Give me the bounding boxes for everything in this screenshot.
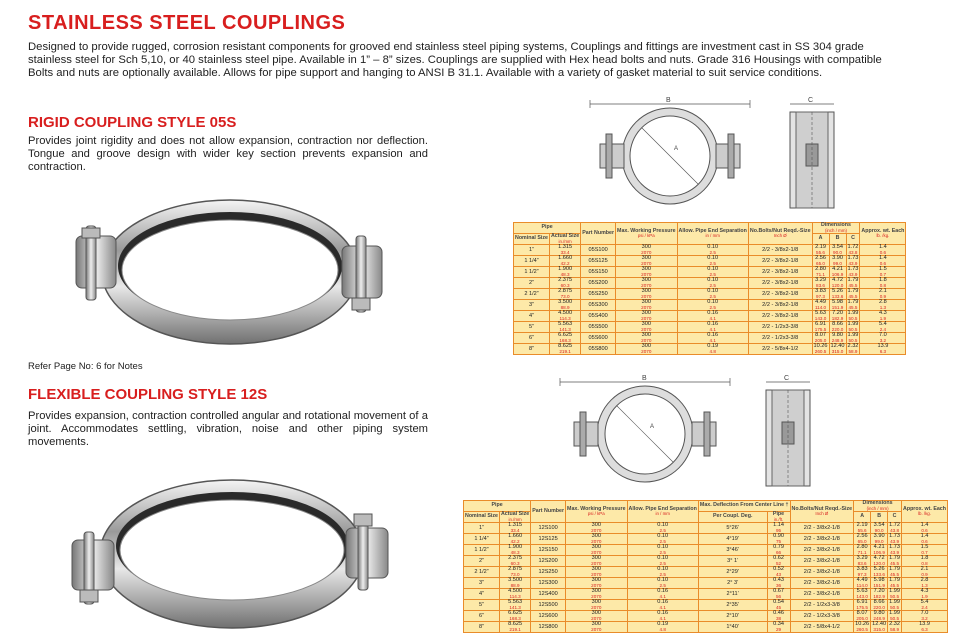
col-bolts: No.Bolts/Nut Reqd.-Size Inch Ø xyxy=(790,501,854,523)
rigid-description: Provides joint rigidity and does not allow expansion, contraction nor deflection. Tongue and groove design with wider key section prevents expansion and contraction. xyxy=(28,135,428,173)
table-row xyxy=(464,567,948,578)
col-pipe: Pipe xyxy=(464,501,531,512)
dim-b-cell: 5.98 151.9 xyxy=(871,578,888,589)
bolts-cell: 2/2 - 1/2x3-3/8 xyxy=(790,600,854,611)
actual-size-cell: 3.500 88.9 xyxy=(549,300,580,311)
weight-cell: 1.4 0.6 xyxy=(860,256,906,267)
dim-a-cell: 5.63 143.0 xyxy=(812,311,829,322)
dim-c-cell: 1.73 43.9 xyxy=(889,544,901,555)
bolts-cell: 2/2 - 1/2x3-3/8 xyxy=(748,333,812,344)
deflection-pipe-cell: 0.79 66 xyxy=(767,545,790,556)
part-number-cell: 05S400 xyxy=(581,311,616,322)
actual-size-cell: 1.900 48.3 xyxy=(499,545,530,556)
deflection-pipe-cell: 0.90 75 xyxy=(767,534,790,545)
deflection-pipe-cell: 0.67 56 xyxy=(767,589,790,600)
dim-c-cell: 1.79 45.5 xyxy=(889,577,901,588)
pressure-cell: 300 2070 xyxy=(566,622,627,633)
actual-size-cell: 1.315 33.4 xyxy=(549,245,580,256)
dim-c-cell: 1.72 43.8 xyxy=(889,522,901,533)
deflection-pipe-cell: 0.43 36 xyxy=(767,578,790,589)
dim-b-cell: 5.26 133.6 xyxy=(871,567,888,578)
part-number-cell: 12S600 xyxy=(531,611,566,622)
dim-b-cell: 3.90 99.0 xyxy=(871,534,888,545)
actual-size-cell: 8.625 219.1 xyxy=(549,344,580,355)
table-row xyxy=(514,289,906,300)
table-row xyxy=(514,245,906,256)
part-number-cell: 12S200 xyxy=(531,556,566,567)
dim-b-cell: 8.66 220.0 xyxy=(829,322,846,333)
part-number-cell: 12S250 xyxy=(531,567,566,578)
col-pipe: Pipe xyxy=(514,223,581,234)
dim-c-cell: 2.32 58.9 xyxy=(847,343,859,354)
weight-cell: 1.4 0.6 xyxy=(902,523,948,534)
separation-cell: 0.19 4.8 xyxy=(677,344,748,355)
col-bolts: No.Bolts/Nut Reqd.-Size Inch Ø xyxy=(748,223,812,245)
col-deflection: Max. Deflection From Center Line † xyxy=(698,501,790,512)
part-number-cell: 12S800 xyxy=(531,622,566,633)
weight-cell: 13.9 6.3 xyxy=(902,622,948,633)
deflection-pipe-cell: 0.34 29 xyxy=(767,622,790,633)
deflection-pipe-cell: 0.46 38 xyxy=(767,611,790,622)
table-row xyxy=(514,267,906,278)
deflection-pipe-cell: 1.14 95 xyxy=(767,523,790,534)
part-number-cell: 05S600 xyxy=(581,333,616,344)
table-row xyxy=(514,333,906,344)
pressure-cell: 300 2070 xyxy=(566,545,627,556)
table-row xyxy=(464,578,948,589)
nominal-size-cell: 1 1/2” xyxy=(464,545,500,556)
actual-size-cell: 6.625 168.3 xyxy=(499,611,530,622)
dim-c-cell: 1.79 45.5 xyxy=(889,566,901,577)
part-number-cell: 12S300 xyxy=(531,578,566,589)
actual-size-cell: 4.500 114.3 xyxy=(549,311,580,322)
table-row xyxy=(514,278,906,289)
nominal-size-cell: 1 1/4” xyxy=(464,534,500,545)
col-actual: Actual Size in./mm xyxy=(500,511,530,522)
dim-a-cell: 4.49 114.0 xyxy=(854,578,871,589)
table-row xyxy=(464,611,948,622)
part-number-cell: 05S800 xyxy=(581,344,616,355)
bolts-cell: 2/2 - 1/2x3-3/8 xyxy=(790,611,854,622)
part-number-cell: 05S100 xyxy=(581,245,616,256)
separation-cell: 0.10 2.5 xyxy=(627,523,698,534)
dim-b-cell: 12.40 315.0 xyxy=(872,621,887,632)
pressure-cell: 300 2070 xyxy=(616,311,677,322)
deflection-deg-cell: 2°11’ xyxy=(698,589,767,600)
col-allow: Allow. Pipe End Separation in / mm xyxy=(627,501,698,523)
actual-size-cell: 1.315 33.4 xyxy=(499,523,530,534)
col-actual: Actual Size in./mm xyxy=(550,233,580,244)
deflection-pipe-cell: 0.62 52 xyxy=(767,556,790,567)
dim-a-cell: 4.49 114.0 xyxy=(812,300,829,311)
dim-b-cell: 3.90 99.0 xyxy=(829,256,846,267)
actual-size-cell: 4.500 114.3 xyxy=(499,589,530,600)
nominal-size-cell: 2 1/2” xyxy=(514,289,550,300)
deflection-deg-cell: 2°29’ xyxy=(698,567,767,578)
bolts-cell: 2/2 - 3/8x2-1/8 xyxy=(748,300,812,311)
deflection-deg-cell: 2°10’ xyxy=(698,611,767,622)
col-dimensions: Dimensions (inch / mm) xyxy=(812,223,860,234)
dim-c-cell: 2.32 58.9 xyxy=(889,621,901,632)
dim-c-cell: 1.73 43.9 xyxy=(889,533,901,544)
pressure-cell: 300 2070 xyxy=(566,523,627,534)
table-row xyxy=(514,311,906,322)
rigid-spec-table xyxy=(513,222,906,355)
flexible-front-drawing xyxy=(540,372,750,490)
actual-size-cell: 2.875 73.0 xyxy=(549,289,580,300)
col-weight: Approx. wt. Each lb. /kg. xyxy=(902,501,948,523)
bolts-cell: 2/2 - 5/8x4-1/2 xyxy=(790,622,854,633)
dim-c-cell: 1.79 45.5 xyxy=(847,277,859,288)
pressure-cell: 300 2070 xyxy=(566,556,627,567)
dim-b-cell: 7.20 182.9 xyxy=(829,311,846,322)
separation-cell: 0.10 2.5 xyxy=(627,545,698,556)
dim-a-cell: 3.83 97.3 xyxy=(812,289,829,300)
flexible-coupling-photo xyxy=(58,468,398,636)
separation-cell: 0.16 4.1 xyxy=(677,322,748,333)
separation-cell: 0.10 2.5 xyxy=(677,245,748,256)
dim-a-cell: 6.91 175.5 xyxy=(812,322,829,333)
separation-cell: 0.16 4.1 xyxy=(627,600,698,611)
col-b: B xyxy=(871,512,888,523)
table-row xyxy=(514,344,906,355)
col-allow: Allow. Pipe End Separation in / mm xyxy=(677,223,748,245)
dim-b-cell: 3.54 90.0 xyxy=(829,245,846,256)
weight-cell: 1.5 0.7 xyxy=(860,267,906,278)
separation-cell: 0.16 4.1 xyxy=(627,611,698,622)
actual-size-cell: 5.563 141.3 xyxy=(549,322,580,333)
actual-size-cell: 1.660 42.2 xyxy=(499,534,530,545)
part-number-cell: 05S125 xyxy=(581,256,616,267)
col-b: B xyxy=(829,234,846,245)
dim-c-cell: 1.99 50.5 xyxy=(847,310,859,321)
deflection-pipe-cell: 0.54 45 xyxy=(767,600,790,611)
weight-cell: 2.1 0.9 xyxy=(860,289,906,300)
part-number-cell: 12S500 xyxy=(531,600,566,611)
weight-cell: 4.3 1.9 xyxy=(860,311,906,322)
nominal-size-cell: 1” xyxy=(514,245,550,256)
separation-cell: 0.10 2.5 xyxy=(627,534,698,545)
pressure-cell: 300 2070 xyxy=(566,589,627,600)
weight-cell: 1.8 0.8 xyxy=(860,278,906,289)
pressure-cell: 300 2070 xyxy=(566,611,627,622)
weight-cell: 13.9 6.3 xyxy=(860,344,906,355)
separation-cell: 0.10 2.5 xyxy=(677,289,748,300)
nominal-size-cell: 4” xyxy=(514,311,550,322)
bolts-cell: 2/2 - 3/8x2-1/8 xyxy=(790,578,854,589)
part-number-cell: 05S500 xyxy=(581,322,616,333)
dim-label-b: B xyxy=(642,375,647,382)
nominal-size-cell: 6” xyxy=(514,333,550,344)
dim-a-cell: 3.29 83.6 xyxy=(854,556,871,567)
weight-cell: 1.4 0.6 xyxy=(860,245,906,256)
pressure-cell: 300 2070 xyxy=(616,267,677,278)
actual-size-cell: 2.375 60.3 xyxy=(549,278,580,289)
separation-cell: 0.16 4.1 xyxy=(627,589,698,600)
dim-c-cell: 1.73 43.9 xyxy=(847,255,859,266)
separation-cell: 0.10 2.5 xyxy=(627,578,698,589)
dim-c-cell: 1.99 50.5 xyxy=(889,599,901,610)
pressure-cell: 300 2070 xyxy=(616,322,677,333)
table-row xyxy=(464,556,948,567)
bolts-cell: 2/2 - 3/8x2-1/8 xyxy=(748,256,812,267)
dim-c-cell: 1.99 50.5 xyxy=(847,321,859,332)
actual-size-cell: 3.500 88.9 xyxy=(499,578,530,589)
flexible-description: Provides expansion, contraction controlled angular and rotational movement of a joint. Accommodates settling, vibration, noise and other piping system movements. xyxy=(28,410,428,448)
col-a: A xyxy=(812,234,829,245)
actual-size-cell: 2.875 73.0 xyxy=(499,567,530,578)
col-max-wp: Max. Working Pressure psi / kPa xyxy=(566,501,627,523)
pressure-cell: 300 2070 xyxy=(616,344,677,355)
separation-cell: 0.10 2.5 xyxy=(677,300,748,311)
deflection-deg-cell: 1°40’ xyxy=(698,622,767,633)
flexible-heading: FLEXIBLE COUPLING STYLE 12S xyxy=(28,386,268,403)
col-pipe-dev: Pipe in./ft. xyxy=(767,512,790,523)
pressure-cell: 300 2070 xyxy=(616,289,677,300)
weight-cell: 2.8 1.3 xyxy=(860,300,906,311)
dim-b-cell: 7.20 182.9 xyxy=(871,589,888,600)
pressure-cell: 300 2070 xyxy=(616,256,677,267)
table-row xyxy=(514,300,906,311)
part-number-cell: 05S150 xyxy=(581,267,616,278)
rigid-note: Refer Page No: 6 for Notes xyxy=(28,361,143,372)
intro-paragraph: Designed to provide rugged, corrosion resistant components for grooved end stainless steel piping systems, Couplings and fittings are investment cast in SS 304 grade stainless steel for Sch 5,10, or 40 stainless steel pipe. Available in 1” – 8” sizes. Couplings are supplied with Hex head bolts and nuts. Grade 316 Housings with compatible Bolts and nuts are optionally available. Allows for pipe support and hanging to ANSI B 31.1. Available with a variety of gasket material to suit service conditions. xyxy=(28,41,882,80)
bolts-cell: 2/2 - 3/8x2-1/8 xyxy=(748,245,812,256)
nominal-size-cell: 4” xyxy=(464,589,500,600)
nominal-size-cell: 8” xyxy=(514,344,550,355)
part-number-cell: 05S250 xyxy=(581,289,616,300)
deflection-deg-cell: 2° 3’ xyxy=(698,578,767,589)
pressure-cell: 300 2070 xyxy=(566,567,627,578)
separation-cell: 0.19 4.8 xyxy=(627,622,698,633)
weight-cell: 5.4 2.4 xyxy=(902,600,948,611)
dim-a-cell: 3.83 97.3 xyxy=(854,567,871,578)
col-nominal: Nominal Size xyxy=(514,234,550,245)
nominal-size-cell: 6” xyxy=(464,611,500,622)
dim-a-cell: 2.80 71.1 xyxy=(854,545,871,556)
col-max-wp: Max. Working Pressure psi / kPa xyxy=(616,223,677,245)
dim-a-cell: 2.19 55.6 xyxy=(854,523,871,534)
dim-c-cell: 1.73 43.9 xyxy=(847,266,859,277)
dim-b-cell: 4.21 106.9 xyxy=(829,267,846,278)
actual-size-cell: 8.625 219.1 xyxy=(499,622,530,633)
weight-cell: 1.8 0.8 xyxy=(902,556,948,567)
dim-label-b: B xyxy=(666,97,671,104)
separation-cell: 0.10 2.5 xyxy=(677,256,748,267)
col-c: C xyxy=(846,234,860,245)
deflection-deg-cell: 2°35’ xyxy=(698,600,767,611)
bolts-cell: 2/2 - 1/2x3-3/8 xyxy=(748,322,812,333)
flexible-side-drawing xyxy=(758,372,818,490)
deflection-deg-cell: 5°26’ xyxy=(698,523,767,534)
dim-b-cell: 8.66 220.0 xyxy=(871,600,888,611)
nominal-size-cell: 1” xyxy=(464,523,500,534)
dim-a-cell: 3.29 83.6 xyxy=(812,278,829,289)
nominal-size-cell: 5” xyxy=(514,322,550,333)
dim-a-cell: 8.07 205.0 xyxy=(854,611,871,622)
dim-c-cell: 1.99 50.5 xyxy=(847,332,859,343)
part-number-cell: 12S400 xyxy=(531,589,566,600)
part-number-cell: 12S125 xyxy=(531,534,566,545)
weight-cell: 7.0 3.2 xyxy=(902,611,948,622)
bolts-cell: 2/2 - 3/8x2-1/8 xyxy=(790,545,854,556)
table-row xyxy=(464,600,948,611)
dim-a-cell: 10.26 260.5 xyxy=(855,621,870,632)
dim-label-a: A xyxy=(650,424,655,430)
bolts-cell: 2/2 - 5/8x4-1/2 xyxy=(748,344,812,355)
table-row xyxy=(464,534,948,545)
separation-cell: 0.16 4.1 xyxy=(677,311,748,322)
weight-cell: 4.3 1.9 xyxy=(902,589,948,600)
pressure-cell: 300 2070 xyxy=(566,578,627,589)
pressure-cell: 300 2070 xyxy=(566,600,627,611)
pressure-cell: 300 2070 xyxy=(616,278,677,289)
dim-b-cell: 12.40 315.0 xyxy=(830,343,845,354)
dim-c-cell: 1.79 45.5 xyxy=(847,299,859,310)
col-part: Part Number xyxy=(531,501,566,523)
deflection-deg-cell: 3°46’ xyxy=(698,545,767,556)
page-title: STAINLESS STEEL COUPLINGS xyxy=(28,12,346,34)
col-weight: Approx. wt. Each lb. /kg. xyxy=(860,223,906,245)
col-nominal: Nominal Size xyxy=(464,512,500,523)
rigid-heading: RIGID COUPLING STYLE 05S xyxy=(28,114,237,131)
dim-c-cell: 1.99 50.5 xyxy=(889,610,901,621)
weight-cell: 2.1 0.9 xyxy=(902,567,948,578)
part-number-cell: 12S150 xyxy=(531,545,566,556)
dim-b-cell: 9.80 248.9 xyxy=(871,611,888,622)
nominal-size-cell: 2” xyxy=(514,278,550,289)
table-row xyxy=(464,589,948,600)
col-dimensions: Dimensions (inch / mm) xyxy=(854,501,902,512)
nominal-size-cell: 3” xyxy=(514,300,550,311)
dim-a-cell: 5.63 143.0 xyxy=(854,589,871,600)
bolts-cell: 2/2 - 3/8x2-1/8 xyxy=(748,278,812,289)
dim-a-cell: 10.26 260.5 xyxy=(813,343,828,354)
separation-cell: 0.10 2.5 xyxy=(677,278,748,289)
dim-a-cell: 2.19 55.6 xyxy=(812,245,829,256)
dim-b-cell: 4.72 120.0 xyxy=(871,556,888,567)
separation-cell: 0.10 2.5 xyxy=(627,556,698,567)
pressure-cell: 300 2070 xyxy=(616,300,677,311)
deflection-deg-cell: 3° 1’ xyxy=(698,556,767,567)
col-part: Part Number xyxy=(581,223,616,245)
dim-b-cell: 4.72 120.0 xyxy=(829,278,846,289)
dim-b-cell: 9.80 248.9 xyxy=(829,333,846,344)
pressure-cell: 300 2070 xyxy=(616,245,677,256)
dim-a-cell: 2.80 71.1 xyxy=(812,267,829,278)
dim-b-cell: 5.98 151.9 xyxy=(829,300,846,311)
weight-cell: 2.8 1.3 xyxy=(902,578,948,589)
actual-size-cell: 1.900 48.3 xyxy=(549,267,580,278)
table-row xyxy=(464,523,948,534)
col-a: A xyxy=(854,512,871,523)
bolts-cell: 2/2 - 3/8x2-1/8 xyxy=(790,589,854,600)
separation-cell: 0.10 2.5 xyxy=(677,267,748,278)
part-number-cell: 05S300 xyxy=(581,300,616,311)
weight-cell: 1.4 0.6 xyxy=(902,534,948,545)
actual-size-cell: 6.625 168.3 xyxy=(549,333,580,344)
dim-b-cell: 3.54 90.0 xyxy=(871,523,888,534)
rigid-coupling-photo xyxy=(62,186,392,356)
bolts-cell: 2/2 - 3/8x2-1/8 xyxy=(748,267,812,278)
col-per-coupl: Per Coupl. Deg. xyxy=(698,512,767,523)
rigid-front-drawing xyxy=(570,94,770,212)
bolts-cell: 2/2 - 3/8x2-1/8 xyxy=(790,567,854,578)
dim-c-cell: 1.79 45.5 xyxy=(889,555,901,566)
bolts-cell: 2/2 - 3/8x2-1/8 xyxy=(790,523,854,534)
col-c: C xyxy=(888,512,902,523)
dim-c-cell: 1.72 43.8 xyxy=(847,244,859,255)
table-row xyxy=(464,622,948,633)
part-number-cell: 05S200 xyxy=(581,278,616,289)
dim-b-cell: 5.26 133.6 xyxy=(829,289,846,300)
nominal-size-cell: 2 1/2” xyxy=(464,567,500,578)
pressure-cell: 300 2070 xyxy=(566,534,627,545)
dim-c-cell: 1.79 45.5 xyxy=(847,288,859,299)
actual-size-cell: 2.375 60.3 xyxy=(499,556,530,567)
dim-a-cell: 6.91 175.5 xyxy=(854,600,871,611)
dim-a-cell: 2.56 65.0 xyxy=(854,534,871,545)
dim-label-c: C xyxy=(784,375,790,382)
bolts-cell: 2/2 - 3/8x2-1/8 xyxy=(790,556,854,567)
table-row xyxy=(464,545,948,556)
deflection-deg-cell: 4°19’ xyxy=(698,534,767,545)
dim-label-a: A xyxy=(674,146,679,152)
dim-c-cell: 1.99 50.5 xyxy=(889,588,901,599)
flexible-spec-table xyxy=(463,500,948,633)
nominal-size-cell: 5” xyxy=(464,600,500,611)
weight-cell: 7.0 3.2 xyxy=(860,333,906,344)
dim-a-cell: 2.56 65.0 xyxy=(812,256,829,267)
dim-b-cell: 4.21 106.9 xyxy=(871,545,888,556)
rigid-side-drawing xyxy=(782,94,842,212)
actual-size-cell: 1.660 42.2 xyxy=(549,256,580,267)
pressure-cell: 300 2070 xyxy=(616,333,677,344)
bolts-cell: 2/2 - 3/8x2-1/8 xyxy=(790,534,854,545)
weight-cell: 5.4 2.4 xyxy=(860,322,906,333)
nominal-size-cell: 3” xyxy=(464,578,500,589)
table-row xyxy=(514,322,906,333)
table-row xyxy=(514,256,906,267)
nominal-size-cell: 1 1/2” xyxy=(514,267,550,278)
separation-cell: 0.16 4.1 xyxy=(677,333,748,344)
nominal-size-cell: 2” xyxy=(464,556,500,567)
bolts-cell: 2/2 - 3/8x2-1/8 xyxy=(748,311,812,322)
nominal-size-cell: 8” xyxy=(464,622,500,633)
actual-size-cell: 5.563 141.3 xyxy=(499,600,530,611)
dim-a-cell: 8.07 205.0 xyxy=(812,333,829,344)
bolts-cell: 2/2 - 3/8x2-1/8 xyxy=(748,289,812,300)
weight-cell: 1.5 0.7 xyxy=(902,545,948,556)
part-number-cell: 12S100 xyxy=(531,523,566,534)
separation-cell: 0.10 2.5 xyxy=(627,567,698,578)
nominal-size-cell: 1 1/4” xyxy=(514,256,550,267)
dim-label-c: C xyxy=(808,97,814,104)
deflection-pipe-cell: 0.52 43 xyxy=(767,567,790,578)
